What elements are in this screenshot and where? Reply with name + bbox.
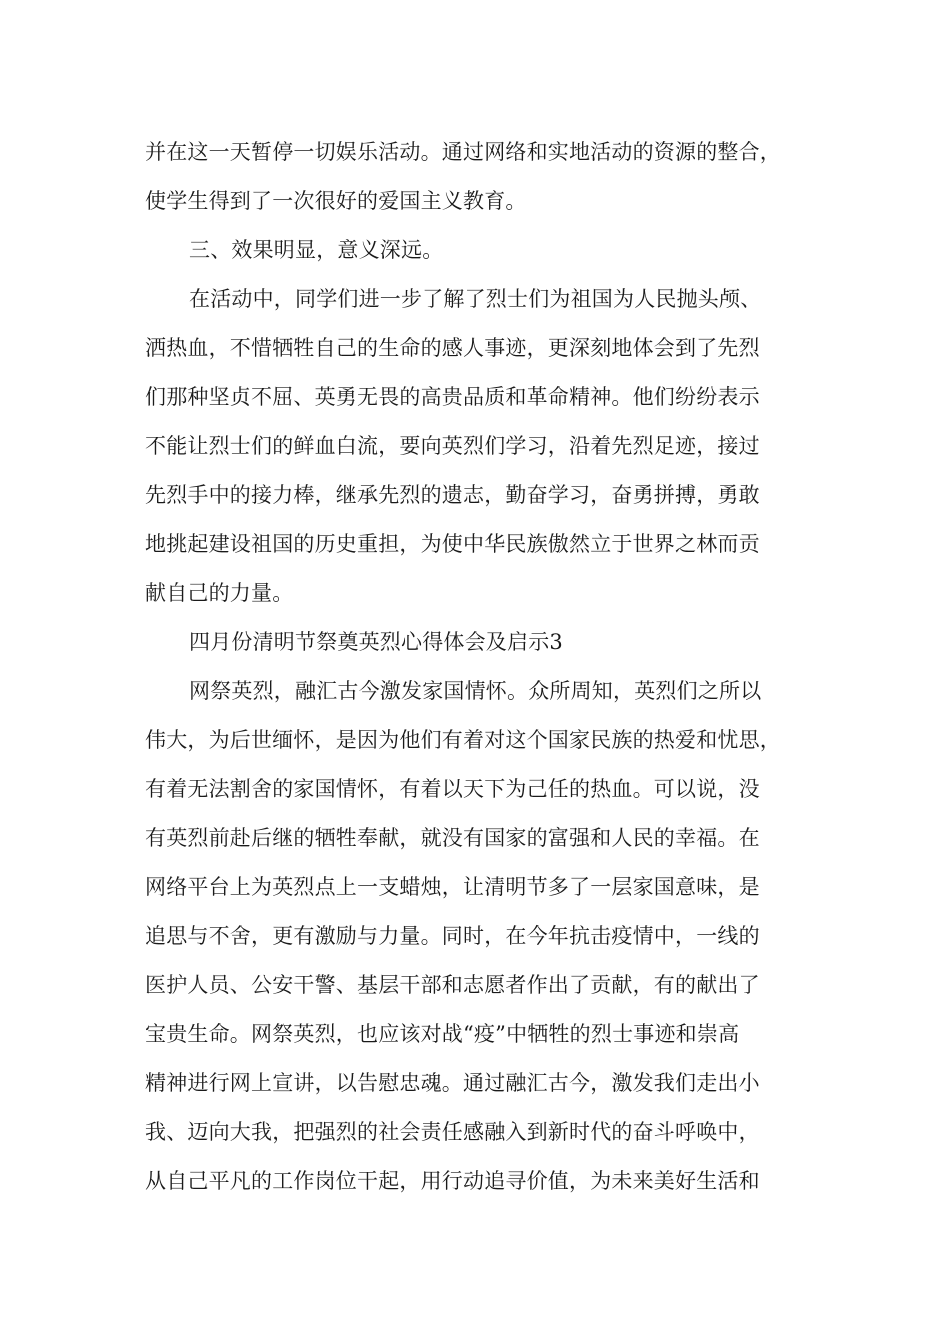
text-line: 有着无法割舍的家国情怀，有着以天下为己任的热血。可以说，没 <box>145 777 760 801</box>
text-line: 不能让烈士们的鲜血白流，要向英烈们学习，沿着先烈足迹，接过 <box>145 434 760 458</box>
text-line: 先烈手中的接力棒，继承先烈的遗志，勤奋学习，奋勇拼搏，勇敢 <box>145 483 760 507</box>
text-line: 宝贵生命。网祭英烈，也应该对战“疫”中牺牲的烈士事迹和崇高 <box>145 1022 740 1046</box>
text-line: 我、迈向大我，把强烈的社会责任感融入到新时代的奋斗呼唤中， <box>145 1120 760 1144</box>
text-line: 献自己的力量。 <box>145 581 294 605</box>
text-line: 地挑起建设祖国的历史重担，为使中华民族傲然立于世界之林而贡 <box>145 532 760 556</box>
text-line: 有英烈前赴后继的牺牲奉献，就没有国家的富强和人民的幸福。在 <box>145 826 760 850</box>
text-line: 网祭英烈，融汇古今激发家国情怀。众所周知，英烈们之所以 <box>189 679 762 703</box>
text-line: 洒热血，不惜牺牲自己的生命的感人事迹，更深刻地体会到了先烈 <box>145 336 760 360</box>
text-line: 追思与不舍，更有激励与力量。同时，在今年抗击疫情中，一线的 <box>145 924 760 948</box>
text-line: 在活动中，同学们进一步了解了烈士们为祖国为人民抛头颅、 <box>189 287 762 311</box>
text-line: 伟大，为后世缅怀，是因为他们有着对这个国家民族的热爱和忧思， <box>145 728 781 752</box>
text-line: 并在这一天暂停一切娱乐活动。通过网络和实地活动的资源的整合， <box>145 140 781 164</box>
text-line: 使学生得到了一次很好的爱国主义教育。 <box>145 189 527 213</box>
text-line: 从自己平凡的工作岗位干起，用行动追寻价值，为未来美好生活和 <box>145 1169 760 1193</box>
text-line: 们那种坚贞不屈、英勇无畏的高贵品质和革命精神。他们纷纷表示 <box>145 385 760 409</box>
text-line: 网络平台上为英烈点上一支蜡烛，让清明节多了一层家国意味，是 <box>145 875 760 899</box>
text-line: 精神进行网上宣讲，以告慰忠魂。通过融汇古今，激发我们走出小 <box>145 1071 760 1095</box>
text-line: 医护人员、公安干警、基层干部和志愿者作出了贡献，有的献出了 <box>145 973 760 997</box>
article-title: 四月份清明节祭奠英烈心得体会及启示3 <box>189 630 563 654</box>
section-heading: 三、效果明显，意义深远。 <box>189 238 444 262</box>
document-body <box>145 128 810 1206</box>
